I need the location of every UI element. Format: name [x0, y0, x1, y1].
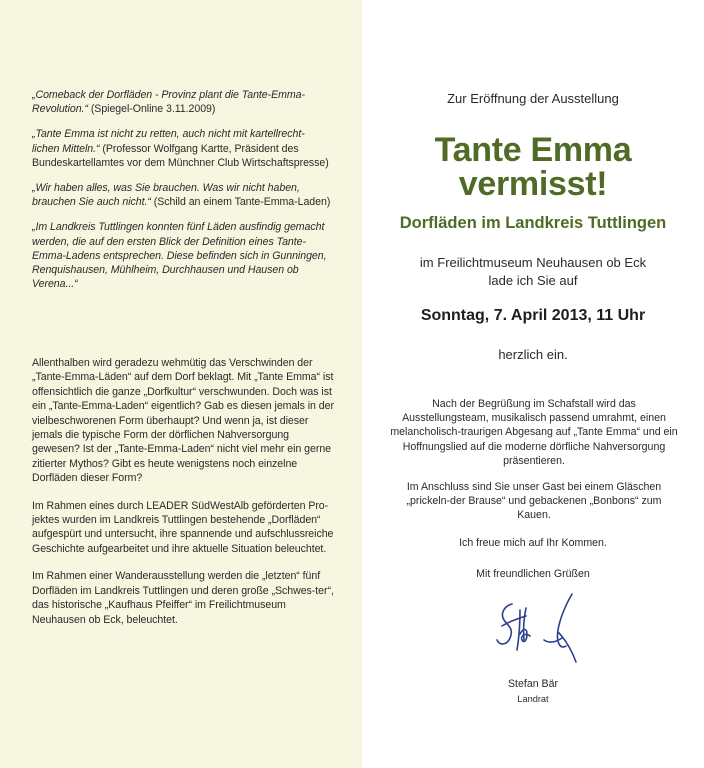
venue-line-1: im Freilichtmuseum Neuhausen ob Eck: [419, 255, 647, 270]
quote-source: (Schild an einem Tante-Emma-Laden): [150, 196, 331, 209]
quote-text: „Comeback der Dorfläden - Provinz plant die Tante-Emma-Revolution.“: [32, 89, 306, 116]
program-paragraph-2: Im Anschluss sind Sie unser Gast bei einem Gläschen „prickeln-der Brause“ und gebackenen „Bonbons“ zum Kauen.: [406, 481, 662, 522]
venue-line-2: lade ich Sie auf: [488, 273, 578, 288]
signer-role: Landrat: [517, 694, 549, 704]
welcome-line: herzlich ein.: [498, 347, 568, 362]
quotes-section: [32, 88, 332, 302]
description-paragraph-1: Allenthalben wird geradezu wehmütig das Verschwinden der „Tante-Emma-Läden“ auf dem Dorf beklagt. Mit „Tante Emma“ ist offensichtlich die ganze „Dorfkultur“ verschwunden. Doch was ist ein „Tante-Emma-Laden“ eigentlich? Gab es diesen jemals in der vielbeschworenen Form überhaupt? Und wenn ja, ist dieser jemals die typische Form der dörflichen Nahversorgung gewesen? Ist der „Tante-Emma-Laden“ nicht viel mehr ein gerne zitierter Mythos? Gibt es heute wenigstens noch einzelne Dorfläden dieser Form?: [32, 357, 334, 485]
signer-name: Stefan Bär: [507, 678, 559, 690]
greeting-line: Mit freundlichen Grüßen: [476, 568, 590, 580]
description-section: [32, 356, 337, 640]
quote-3: [32, 181, 332, 209]
title-line-1: Tante Emma: [434, 131, 632, 169]
quote-text: „Wir haben alles, was Sie brauchen. Was wir nicht haben, brauchen Sie auch nicht.“: [32, 182, 300, 209]
event-subtitle: Dorfläden im Landkreis Tuttlingen: [399, 214, 667, 232]
event-date: Sonntag, 7. April 2013, 11 Uhr: [420, 307, 646, 324]
title-line-2: vermisst!: [458, 165, 608, 203]
description-paragraph-2: Im Rahmen eines durch LEADER SüdWestAlb geförderten Pro-jektes wurden im Landkreis Tuttlingen bestehende „Dorfläden“ aufgespürt und untersucht, ihre spannende und aufschlussreiche Geschichte aufgearbeitet und ihre aktuelle Situation beleuchtet.: [32, 499, 334, 555]
quote-text: „Im Landkreis Tuttlingen konnten fünf Läden ausfindig gemacht werden, die auf den ersten Blick der Definition eines Tante-Emma-Ladens entsprechen. Diese befinden sich in Gunningen, Renquishausen, Mühlheim, Durchhausen und Hausen ob Verena...“: [32, 221, 327, 291]
quote-source: (Professor Wolfgang Kartte, Präsident des Bundeskartellamtes vor dem Münchner Club Wirtschaftspresse): [32, 142, 329, 169]
venue-text: [362, 254, 704, 290]
program-paragraph-1: Nach der Begrüßung im Schafstall wird das Ausstellungsteam, musikalisch passend umrahmt, einen melancholisch-traurigen Abgesang auf „Tante Emma“ und ein Hoffnungslied auf die moderne dörfliche Nahversorgung präsentieren.: [390, 398, 678, 467]
quote-2: [32, 127, 332, 170]
program-text: [390, 397, 678, 535]
event-title: [362, 133, 704, 201]
closing-line: Ich freue mich auf Ihr Kommen.: [459, 537, 607, 549]
quote-source: (Spiegel-Online 3.11.2009): [87, 103, 216, 116]
intro-line: Zur Eröffnung der Ausstellung: [447, 91, 619, 106]
quote-text: „Tante Emma ist nicht zu retten, auch nicht mit kartellrecht-lichen Mitteln.“: [32, 128, 305, 155]
quote-1: [32, 88, 332, 116]
signature-image: [480, 588, 600, 670]
description-paragraph-3: Im Rahmen einer Wanderausstellung werden die „letzten“ fünf Dorfläden im Landkreis Tuttlingen und deren große „Schwes-ter“, das historische „Kaufhaus Pfeiffer“ im Freilichtmuseum Neuhausen ob Eck, beleuchtet.: [32, 570, 334, 626]
quote-4: [32, 220, 332, 291]
